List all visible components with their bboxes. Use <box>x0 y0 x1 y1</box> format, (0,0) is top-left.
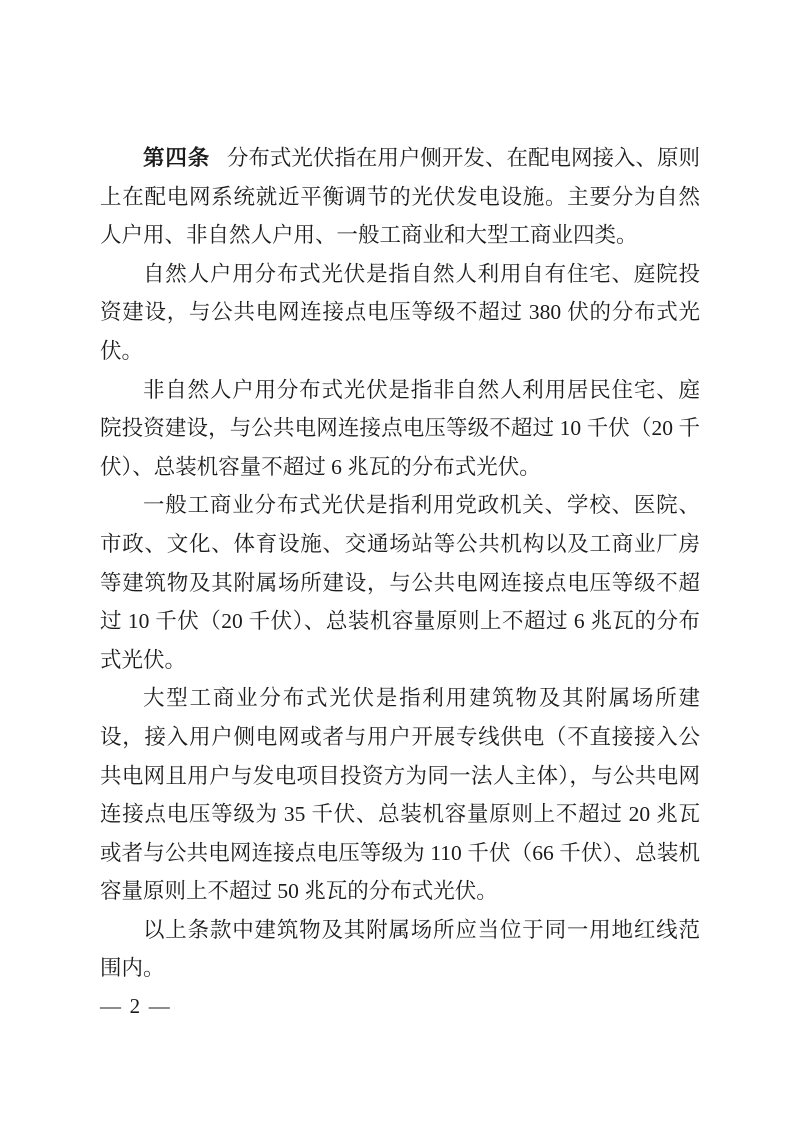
paragraph-general-commercial <box>100 486 700 679</box>
paragraph-large-commercial <box>100 679 700 911</box>
paragraph-text: 自然人户用分布式光伏是指自然人利用自有住宅、庭院投资建设，与公共电网连接点电压等级不超过 380 伏的分布式光伏。 <box>100 261 700 363</box>
paragraph-non-natural-person-household <box>100 371 700 487</box>
document-body <box>100 139 700 988</box>
paragraph-natural-person-household <box>100 255 700 371</box>
article-text: 分布式光伏指在用户侧开发、在配电网接入、原则上在配电网系统就近平衡调节的光伏发电设施。主要分为自然人户用、非自然人户用、一般工商业和大型工商业四类。 <box>100 146 700 248</box>
paragraph-article-4 <box>100 139 700 255</box>
paragraph-text: 以上条款中建筑物及其附属场所应当位于同一用地红线范围内。 <box>100 917 700 981</box>
article-number: 第四条 <box>143 146 211 170</box>
paragraph-text: 非自然人户用分布式光伏是指非自然人利用居民住宅、庭院投资建设，与公共电网连接点电压等级不超过 10 千伏（20 千伏）、总装机容量不超过 6 兆瓦的分布式光伏。 <box>100 377 700 479</box>
page-number: — 2 — <box>100 994 172 1018</box>
paragraph-text: 大型工商业分布式光伏是指利用建筑物及其附属场所建设，接入用户侧电网或者与用户开展专线供电（不直接接入公共电网且用户与发电项目投资方为同一法人主体），与公共电网连接点电压等级为 35 千伏、总装机容量原则上不超过 20 兆瓦或者与公共电网连接点电压等级为 110 千伏（66 千伏）、总装机容量原则上不超过 50 兆瓦的分布式光伏。 <box>100 686 700 904</box>
paragraph-red-line-clause <box>100 911 700 988</box>
paragraph-text: 一般工商业分布式光伏是指利用党政机关、学校、医院、市政、文化、体育设施、交通场站等公共机构以及工商业厂房等建筑物及其附属场所建设，与公共电网连接点电压等级不超过 10 千伏（20 千伏）、总装机容量原则上不超过 6 兆瓦的分布式光伏。 <box>100 493 700 672</box>
